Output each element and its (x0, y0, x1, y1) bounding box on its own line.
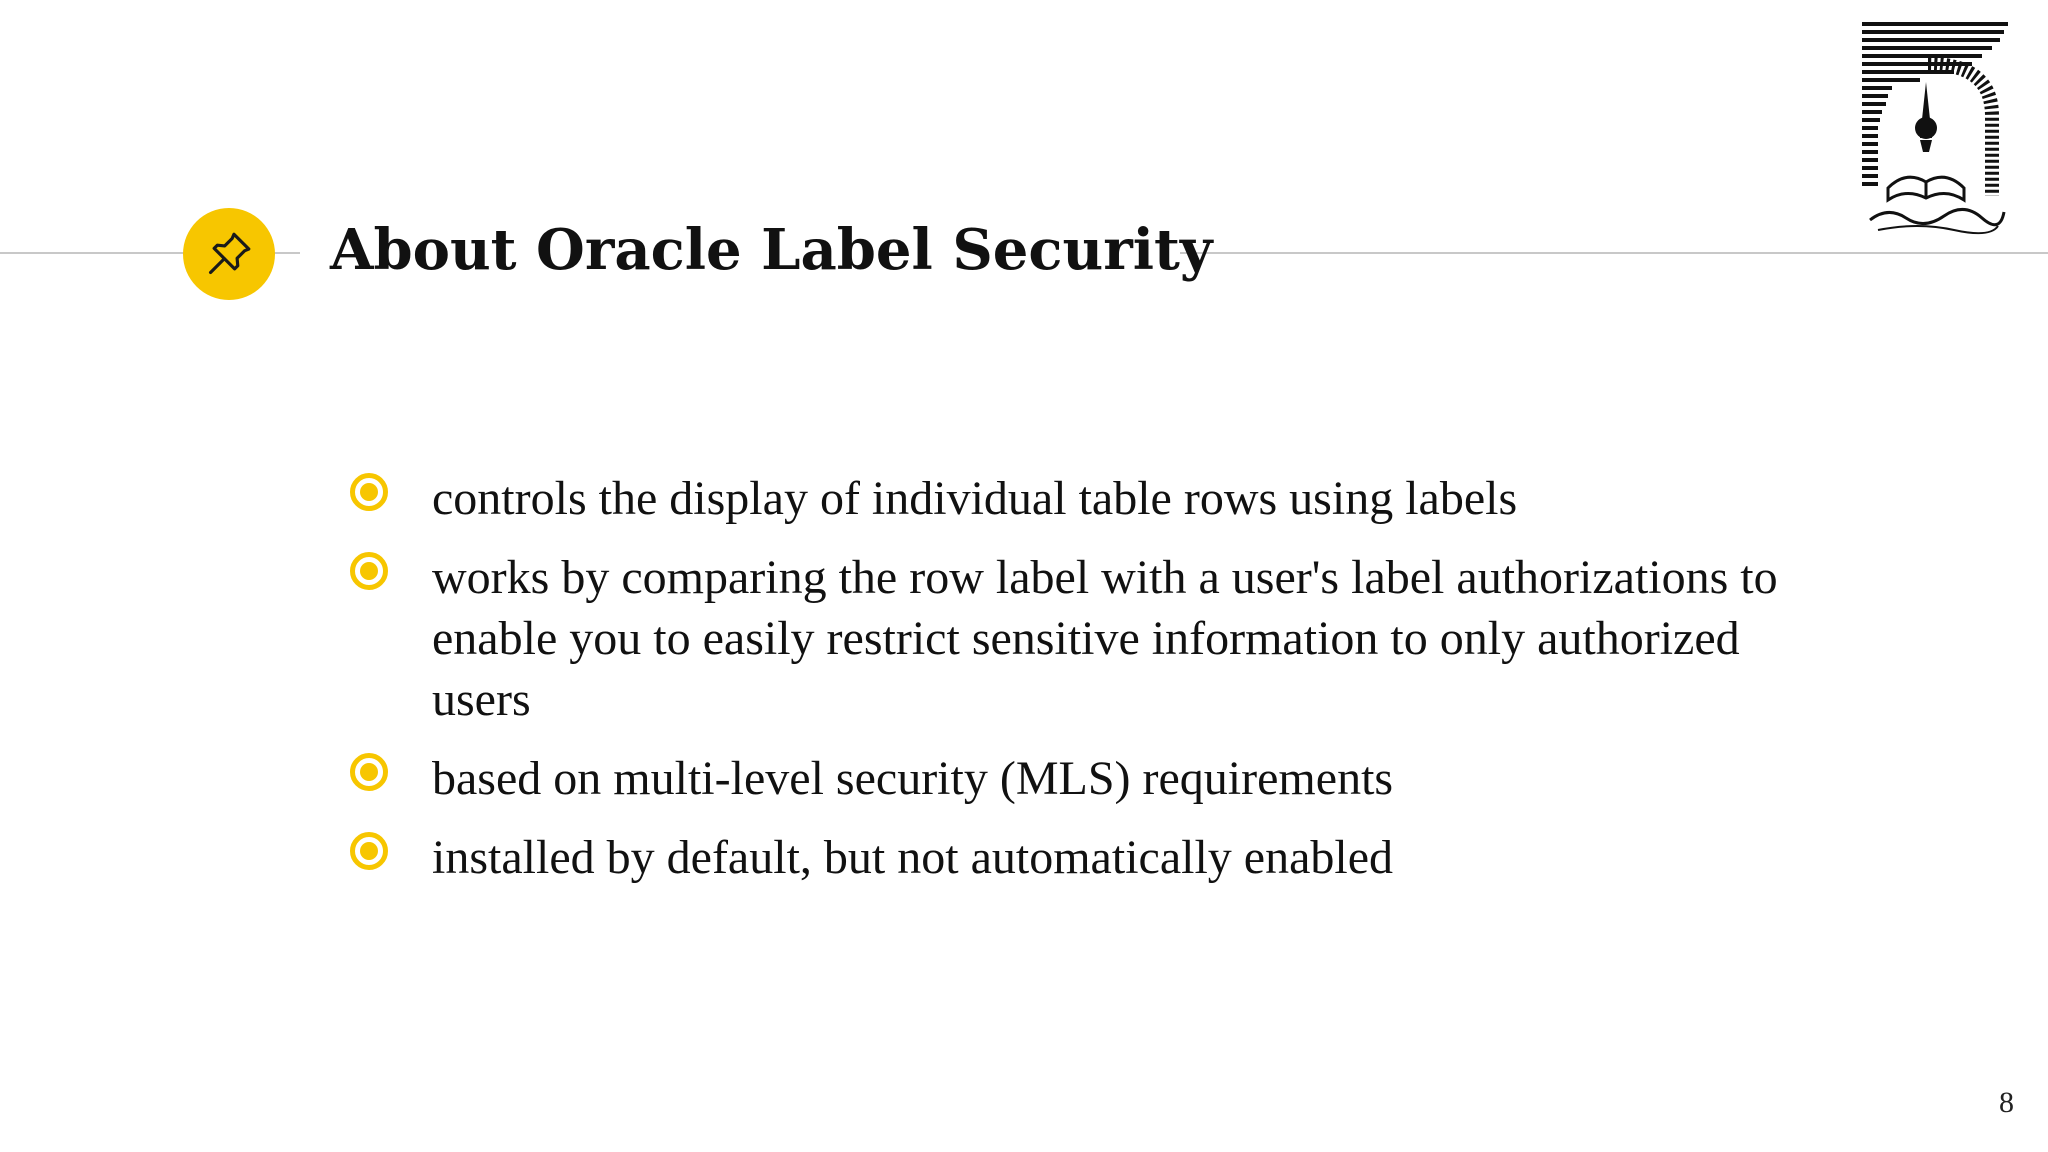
bullet-marker-icon (350, 473, 388, 511)
bullet-list (350, 468, 1830, 906)
university-logo-icon (1858, 20, 2014, 240)
pushpin-icon (202, 227, 256, 281)
bullet-item (350, 468, 1830, 529)
bullet-item (350, 547, 1830, 730)
header-rule-right (1180, 252, 2048, 254)
bullet-text: controls the display of individual table rows using labels (432, 472, 1518, 525)
bullet-item (350, 827, 1830, 888)
bullet-marker-icon (350, 753, 388, 791)
title-badge (183, 208, 275, 300)
bullet-marker-icon (350, 552, 388, 590)
page-title: About Oracle Label Security (330, 217, 1213, 283)
page-number: 8 (1999, 1086, 2014, 1119)
bullet-marker-icon (350, 832, 388, 870)
bullet-item (350, 748, 1830, 809)
bullet-text: based on multi-level security (MLS) requirements (432, 752, 1394, 805)
bullet-text: installed by default, but not automatically enabled (432, 831, 1394, 884)
bullet-text: works by comparing the row label with a user's label authorizations to enable you to easily restrict sensitive information to only authorized users (432, 551, 1778, 726)
